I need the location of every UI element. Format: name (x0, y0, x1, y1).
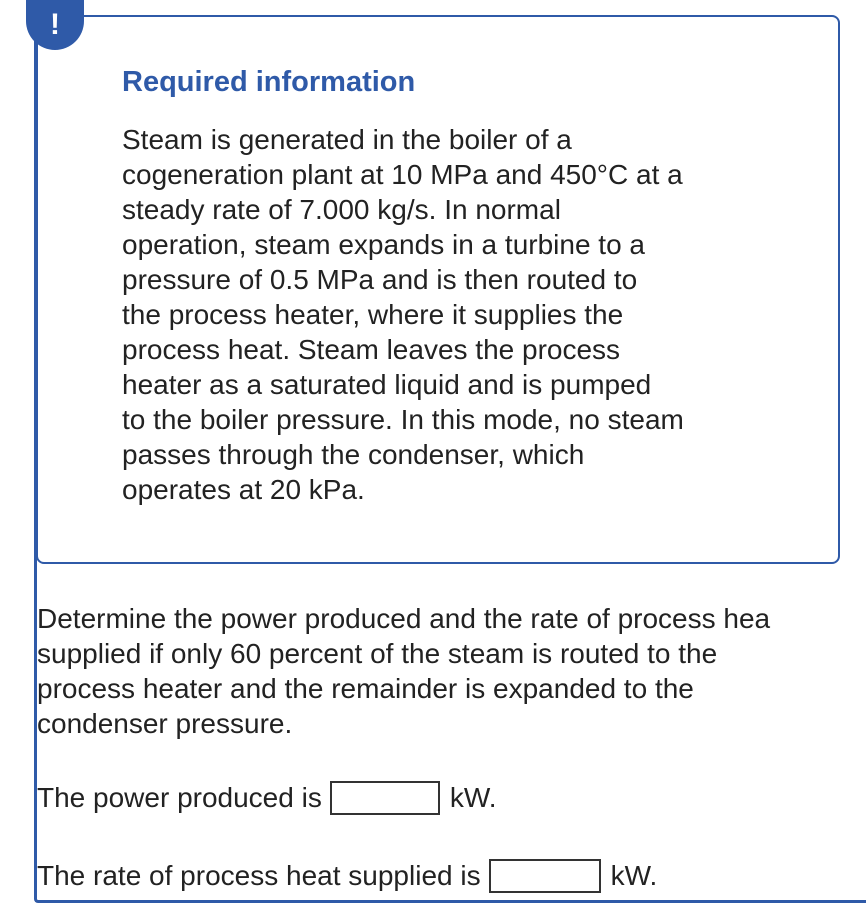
info-line: Steam is generated in the boiler of a (122, 124, 572, 155)
question-line: supplied if only 60 percent of the steam is routed to the (37, 638, 718, 669)
info-line: process heat. Steam leaves the process (122, 334, 621, 365)
question-line: Determine the power produced and the rate of process hea (37, 603, 771, 634)
info-line: operates at 20 kPa. (122, 474, 365, 505)
info-line: heater as a saturated liquid and is pumped (122, 369, 652, 400)
heat-unit: kW. (610, 860, 658, 891)
power-unit: kW. (449, 782, 497, 813)
info-line: cogeneration plant at 10 MPa and 450°C at a (122, 159, 683, 190)
info-line: to the boiler pressure. In this mode, no steam (122, 404, 684, 435)
info-body (122, 122, 772, 507)
power-answer-row (37, 781, 497, 815)
heat-label: The rate of process heat supplied is (37, 860, 481, 891)
info-line: operation, steam expands in a turbine to a (122, 229, 646, 260)
info-title: Required information (122, 66, 416, 98)
question-text (37, 601, 866, 741)
info-line: passes through the condenser, which (122, 439, 585, 470)
power-input[interactable] (330, 781, 440, 815)
question-line: process heater and the remainder is expanded to the (37, 673, 694, 704)
info-line: steady rate of 7.000 kg/s. In normal (122, 194, 561, 225)
heat-answer-row (37, 859, 657, 893)
alert-symbol: ! (50, 8, 60, 41)
info-line: the process heater, where it supplies the (122, 299, 624, 330)
question-line: condenser pressure. (37, 708, 293, 739)
power-label: The power produced is (37, 782, 322, 813)
heat-input[interactable] (489, 859, 601, 893)
info-line: pressure of 0.5 MPa and is then routed to (122, 264, 638, 295)
